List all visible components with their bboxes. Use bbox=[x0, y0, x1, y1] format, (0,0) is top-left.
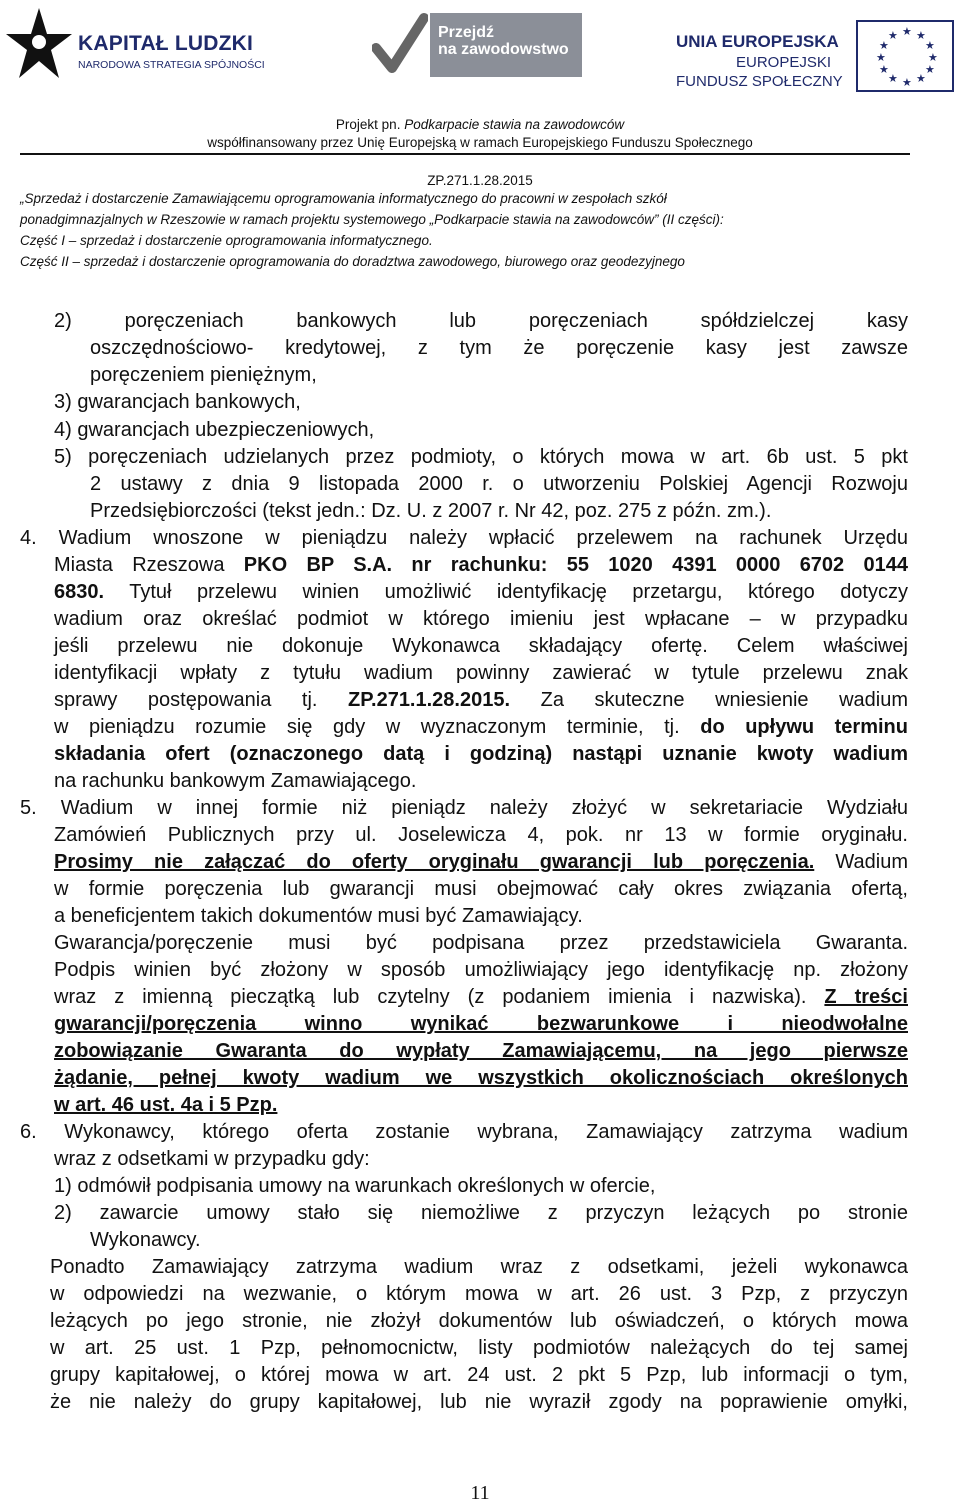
project-name: Podkarpacie stawia na zawodowców bbox=[404, 117, 625, 132]
body-line: 4) gwarancjach ubezpieczeniowych, bbox=[54, 419, 375, 441]
bank-account: PKO BP S.A. nr rachunku: 55 1020 4391 0000 6702 0144 bbox=[243, 554, 908, 576]
kapital-ludzki-title: KAPITAŁ LUDZKI bbox=[78, 32, 254, 55]
body-line bbox=[54, 553, 908, 577]
kapital-ludzki-subtitle: NARODOWA STRATEGIA SPÓJNOŚCI bbox=[78, 59, 265, 71]
ue-line3: FUNDUSZ SPOŁECZNY bbox=[676, 73, 843, 90]
svg-text:★: ★ bbox=[916, 29, 926, 42]
svg-text:★: ★ bbox=[879, 39, 889, 52]
body-line: leżących po jego stronie, nie złożył dokumentów lub oświadczeń, o których mowa bbox=[50, 1310, 908, 1332]
ue-line1: UNIA EUROPEJSKA bbox=[676, 32, 839, 51]
body-line: zobowiązanie Gwaranta do wypłaty Zamawiającemu, na jego pierwsze bbox=[54, 1040, 908, 1062]
body-line: Przedsiębiorczości (tekst jedn.: Dz. U. z 2007 r. Nr 42, poz. 275 z późn. zm.). bbox=[90, 500, 772, 522]
body-line: Podpis winien być złożony w sposób umożliwiający jego identyfikację np. złożony bbox=[54, 959, 908, 981]
ue-line2: EUROPEJSKI bbox=[736, 54, 832, 71]
body-line: 5. Wadium w innej formie niż pieniądz należy złożyć w sekretariacie Wydziału bbox=[20, 797, 908, 819]
body-line: 2) zawarcie umowy stało się niemożliwe z przyczyn leżących po stronie bbox=[54, 1202, 908, 1224]
body-text: Za skuteczne wniesienie wadium bbox=[510, 689, 908, 711]
body-line: w formie poręczenia lub gwarancji musi obejmować cały okres związania ofertą, bbox=[54, 878, 908, 900]
body-line: żądanie, pełnej kwoty wadium we wszystkich okolicznościach określonych bbox=[54, 1067, 908, 1089]
subject-line: ponadgimnazjalnych w Rzeszowie w ramach projektu systemowego „Podkarpacie stawia na zawodowców” (II części): bbox=[20, 212, 724, 227]
body-text: Miasta Rzeszowa bbox=[54, 554, 244, 576]
eu-flag-icon bbox=[856, 20, 954, 92]
body-text: wraz z imienną pieczątką lub czytelny (z podaniem imienia i nazwiska). bbox=[54, 986, 825, 1008]
body-line: na rachunku bankowym Zamawiającego. bbox=[54, 770, 417, 792]
svg-text:★: ★ bbox=[925, 39, 935, 52]
svg-text:★: ★ bbox=[876, 51, 886, 64]
body-line: w odpowiedzi na wezwanie, o którym mowa w art. 26 ust. 3 Pzp, z przyczyn bbox=[50, 1283, 908, 1305]
body-line bbox=[54, 688, 908, 712]
przejdz-na-zawodowstwo-logo bbox=[372, 8, 587, 90]
case-reference: ZP.271.1.28.2015. bbox=[348, 689, 511, 711]
przejdz-line2: na zawodowstwo bbox=[438, 41, 569, 58]
project-prefix: Projekt pn. bbox=[335, 117, 405, 132]
body-line: Gwarancja/poręczenie musi być podpisana przez przedstawiciela Gwaranta. bbox=[54, 932, 908, 954]
body-line bbox=[54, 850, 908, 874]
kapital-ludzki-star-icon bbox=[6, 6, 72, 86]
body-line: 5) poręczeniach udzielanych przez podmioty, o których mowa w art. 6b ust. 5 pkt bbox=[54, 446, 908, 468]
reference-number: ZP.271.1.28.2015 bbox=[427, 173, 533, 188]
body-line: 2) poręczeniach bankowych lub poręczeniach spółdzielczej kasy bbox=[54, 310, 908, 332]
body-text: w pieniądzu rozumie się gdy w wyznaczonym terminie, tj. bbox=[54, 716, 701, 738]
body-line: w art. 46 ust. 4a i 5 Pzp. bbox=[54, 1094, 278, 1116]
body-line: 4. Wadium wnoszone w pieniądzu należy wpłacić przelewem na rachunek Urzędu bbox=[20, 527, 908, 549]
body-line: poręczeniem pieniężnym, bbox=[90, 364, 317, 386]
original-guarantee-notice: Prosimy nie załączać do oferty oryginału gwarancji lub poręczenia. bbox=[54, 851, 815, 873]
body-text: Tytuł przelewu winien umożliwić identyfikację przetargu, którego dotyczy bbox=[104, 581, 908, 603]
svg-text:★: ★ bbox=[879, 63, 889, 76]
body-line: 1) odmówił podpisania umowy na warunkach określonych w ofercie, bbox=[54, 1175, 656, 1197]
bank-account-end: 6830. bbox=[54, 581, 105, 603]
subject-line: „Sprzedaż i dostarczenie Zamawiającemu oprogramowania informatycznego do pracowni w zespołach szkół bbox=[20, 191, 667, 206]
page-number: 11 bbox=[470, 1482, 490, 1504]
body-line: gwarancji/poręczenia winno wynikać bezwarunkowe i nieodwołalne bbox=[54, 1013, 908, 1035]
svg-text:★: ★ bbox=[902, 76, 912, 89]
svg-text:★: ★ bbox=[902, 25, 912, 38]
guarantee-terms: Z treści bbox=[824, 986, 908, 1008]
unia-europejska-logo bbox=[676, 8, 958, 98]
body-line: 6. Wykonawcy, którego oferta zostanie wybrana, Zamawiający zatrzyma wadium bbox=[20, 1121, 908, 1143]
body-line: wraz z odsetkami w przypadku gdy: bbox=[54, 1148, 370, 1170]
header-rule bbox=[20, 153, 910, 155]
body-line: 3) gwarancjach bankowych, bbox=[54, 391, 301, 413]
body-line bbox=[54, 580, 908, 604]
svg-text:★: ★ bbox=[916, 72, 926, 85]
body-line: a beneficjentem takich dokumentów musi być Zamawiający. bbox=[54, 905, 583, 927]
svg-text:★: ★ bbox=[928, 51, 938, 64]
body-line bbox=[54, 985, 908, 1009]
subject-line: Część I – sprzedaż i dostarczenie oprogramowania informatycznego. bbox=[20, 233, 433, 248]
svg-text:★: ★ bbox=[925, 63, 935, 76]
body-line: Ponadto Zamawiający zatrzyma wadium wraz z odsetkami, jeżeli wykonawca bbox=[50, 1256, 908, 1278]
project-line bbox=[0, 117, 960, 132]
body-text: Wadium bbox=[814, 851, 908, 873]
body-line: jeśli przelewu nie dokonuje Wykonawca składający ofertę. Celem właściwej bbox=[54, 635, 908, 657]
body-line: oszczędnościowo- kredytowej, z tym że poręczenie kasy jest zawsze bbox=[90, 337, 908, 359]
body-line: w art. 25 ust. 1 Pzp, pełnomocnictw, listy podmiotów należących do tej samej bbox=[50, 1337, 908, 1359]
svg-text:★: ★ bbox=[888, 29, 898, 42]
body-line: Zamówień Publicznych przy ul. Joselewicza 4, pok. nr 13 w formie oryginału. bbox=[54, 824, 908, 846]
body-line: wadium oraz określać podmiot w którego imieniu jest wpłacane – w przypadku bbox=[54, 608, 908, 630]
przejdz-line1: Przejdź bbox=[438, 24, 495, 41]
body-line: identyfikacji wpłaty z tytułu wadium powinny zawierać w tytule przelewu znak bbox=[54, 662, 908, 684]
checkmark-icon bbox=[372, 12, 428, 82]
body-line bbox=[54, 715, 908, 739]
body-line: Wykonawcy. bbox=[90, 1229, 201, 1251]
kapital-ludzki-logo bbox=[6, 6, 265, 91]
body-line: grupy kapitałowej, o której mowa w art. 24 ust. 2 pkt 5 Pzp, lub informacji o tym, bbox=[50, 1364, 908, 1386]
body-line: 2 ustawy z dnia 9 listopada 2000 r. o utworzeniu Polskiej Agencji Rozwoju bbox=[90, 473, 908, 495]
cofinance-line: współfinansowany przez Unię Europejską w ramach Europejskiego Funduszu Społecznego bbox=[207, 135, 753, 150]
header-logos bbox=[0, 0, 960, 105]
svg-text:★: ★ bbox=[888, 72, 898, 85]
body-text: sprawy postępowania tj. bbox=[54, 689, 349, 711]
body-line: składania ofert (oznaczonego datą i godziną) nastąpi uznanie kwoty wadium bbox=[54, 743, 908, 765]
przejdz-text bbox=[438, 24, 569, 58]
body-line: że nie należy do grupy kapitałowej, lub nie wyraził zgody na poprawienie omyłki, bbox=[50, 1391, 908, 1413]
deadline-text: do upływu terminu bbox=[700, 716, 908, 738]
subject-line: Część II – sprzedaż i dostarczenie oprogramowania do doradztwa zawodowego, biurowego oraz geodezyjnego bbox=[20, 254, 685, 269]
